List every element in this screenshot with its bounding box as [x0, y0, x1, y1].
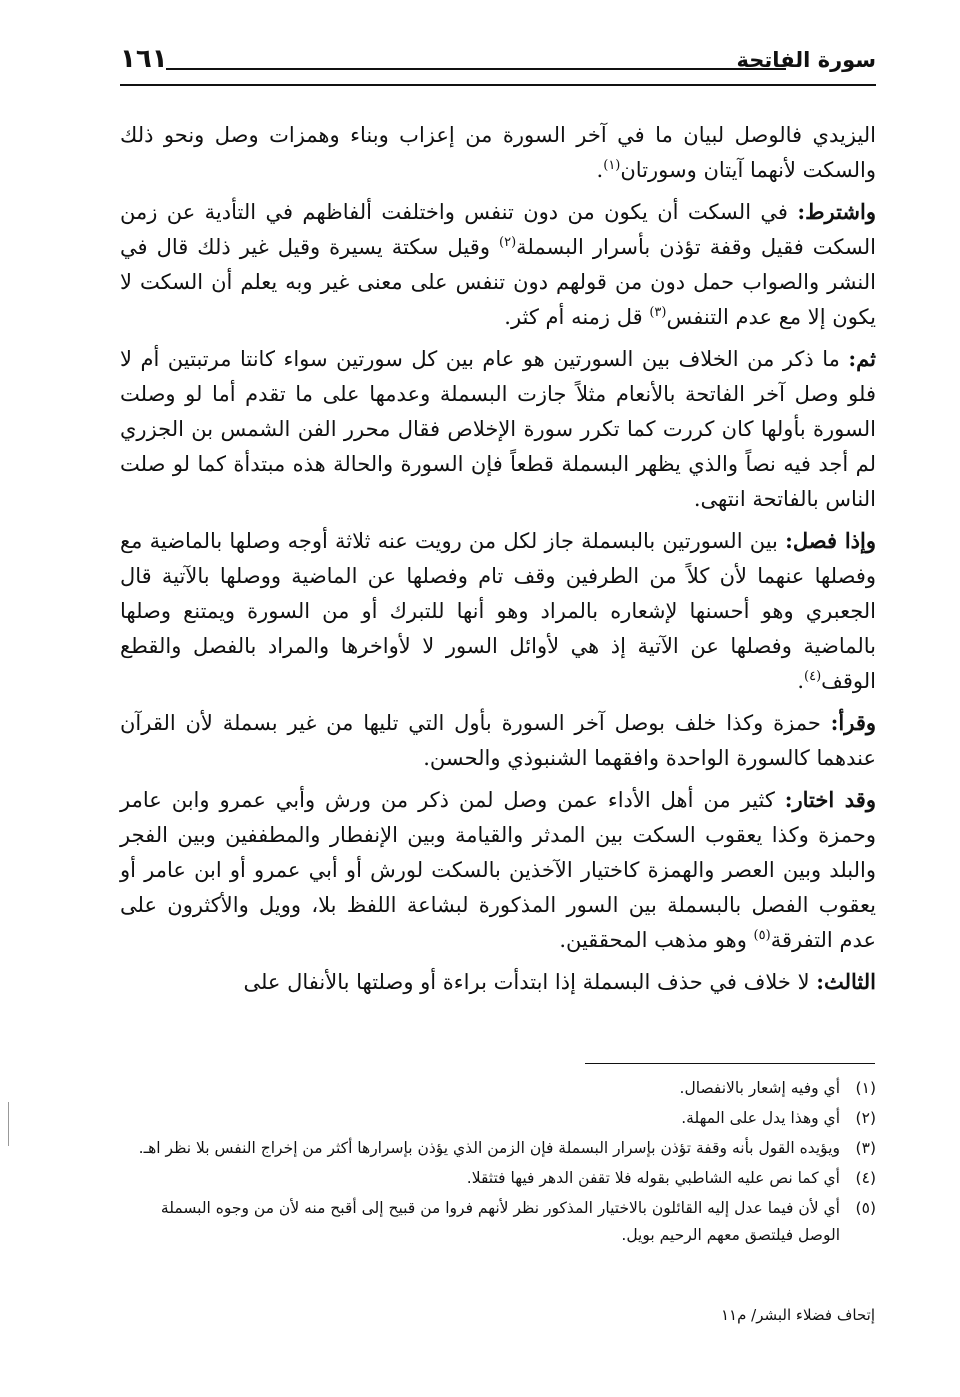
surah-title: سورة الفاتحة: [736, 48, 876, 72]
footnote-number: (١): [855, 1079, 876, 1097]
footnote-ref: (٢): [499, 235, 517, 250]
header-underline: [120, 84, 876, 86]
page-number: ١٦١: [120, 44, 168, 74]
footnote-ref: (١): [603, 158, 621, 173]
running-header: [120, 44, 876, 84]
paragraph-7: الثالث: لا خلاف في حذف البسملة إذا ابتدأت براءة أو وصلتها بالأنفال على: [243, 969, 876, 994]
footnote-number: (٣): [855, 1139, 876, 1157]
footnote: (٥) أي لأن فيما عدل إليه القائلون بالاختيار المذكور نظر لأنهم فروا من قبيح إلى أقبح منه لأن من وجوه البسملة الوصل فيلتصق معهم الرحيم بويل.: [120, 1195, 876, 1249]
paragraph-2: واشترط: في السكت أن يكون من دون تنفس واختلفت ألفاظهم في التأدية عن زمن السكت فقيل وقفة تؤذن بأسرار البسملة$^{(٢)}$ وقيل سكتة يسيرة وقيل غير ذلك قال في النشر والصواب حمل دون من قولهم دون تنفس على معنى غير وبه يعلم أن السكت لا يكون إلا مع عدم التنفس$^{(٣)}$ قل زمنه أم كثر.: [120, 199, 876, 329]
printer-signature: إتحاف فضلاء البشر/ م١١: [720, 1306, 875, 1324]
paragraph-keyword: واشترط:: [797, 199, 876, 224]
footnote-number: (٤): [855, 1169, 876, 1187]
paragraph-keyword: وإذا فصل:: [785, 528, 876, 553]
paragraph-keyword: وقد اختار:: [784, 787, 876, 812]
paragraph-keyword: الثالث:: [816, 969, 876, 994]
footnote-number: (٢): [855, 1109, 876, 1127]
footnote-ref: (٥): [753, 928, 771, 943]
paragraph-keyword: وقرأ:: [830, 710, 876, 735]
footnote: (٤) أي كما نص عليه الشاطبي بقوله فلا تقفن الدهر فيها فتثقلا.: [120, 1165, 876, 1192]
footnote-ref: (٣): [649, 305, 667, 320]
paragraph-6: وقد اختار: كثير من أهل الأداء عمن وصل لمن ذكر من ورش وأبي عمرو وابن عامر وحمزة وكذا يعقوب السكت بين المدثر والقيامة وبين الإنفطار والمطففين وبين الفجر والبلد وبين العصر والهمزة كاختيار الآخذين بالسكت لورش أو أبي عمرو أو ابن عامر أو يعقوب الفصل بالبسملة بين السور المذكورة لبشاعة اللفظ بلا، وويل والأكثرون على عدم التفرقة$^{(٥)}$ وهو مذهب المحققين.: [120, 787, 876, 952]
footnote-ref: (٤): [804, 669, 822, 684]
paragraph-4: وإذا فصل: بين السورتين بالبسملة جاز لكل من رويت عنه ثلاثة أوجه وصلها بالماضية مع وفصلها عنهما لأن كلاً من الطرفين وقف تام وفصلها عن الماضية ووصلها بالآتية قال الجعبري وهو أحسنها لإشعاره بالمراد وهو أنها للتبرك أو من السورة ويمتنع وصلها بالماضية وفصلها عن الآتية إذ هي لأوائل السور لا لأواخرها والمراد بالفصل والقطع الوقف$^{(٤)}$.: [120, 528, 876, 693]
scan-edge-mark: [8, 1102, 9, 1146]
footnote: (١) أي وفيه إشعار بالانفصال.: [120, 1075, 876, 1102]
footnotes: [120, 1075, 876, 1252]
paragraph-1: اليزيدي فالوصل لبيان ما في آخر السورة من إعزاب وبناء وهمزات وصل ونحو ذلك والسكت لأنهما آيتان وسورتان$^{(١)}$.: [120, 123, 876, 182]
header-rule: [166, 68, 786, 70]
footnote: (٢) أي وهذا يدل على المهلة.: [120, 1105, 876, 1132]
paragraph-3: ثم: ما ذكر من الخلاف بين السورتين هو عام بين كل سورتين سواء كانتا مرتبتين أم لا فلو وصل آخر الفاتحة بالأنعام مثلاً جازت البسملة وعدمها على ما تقدم أما لو وصلت السورة بأولها كان كررت كما تكرر سورة الإخلاص فقال محرر الفن الشمس بن الجزري لم أجد فيه نصاً والذي يظهر البسملة قطعاً فإن السورة والحالة هذه مبتدأة كما لو صلت الناس بالفاتحة انتهى.: [120, 346, 876, 511]
footnote-divider: [585, 1063, 875, 1064]
main-text: [120, 118, 876, 1006]
footnote: (٣) ويؤيده القول بأنه وقفة تؤذن بإسرار البسملة فإن الزمن الذي يؤذن بإسرارها أكثر من إخراج النفس بلا نظر اهـ.: [120, 1135, 876, 1162]
paragraph-5: وقرأ: حمزة وكذا خلف بوصل آخر السورة بأول التي تليها من غير بسملة لأن القرآن عندهما كالسورة الواحدة وافقهما الشنبوذي والحسن.: [120, 710, 876, 770]
paragraph-keyword: ثم:: [848, 346, 876, 371]
footnote-number: (٥): [855, 1199, 876, 1217]
